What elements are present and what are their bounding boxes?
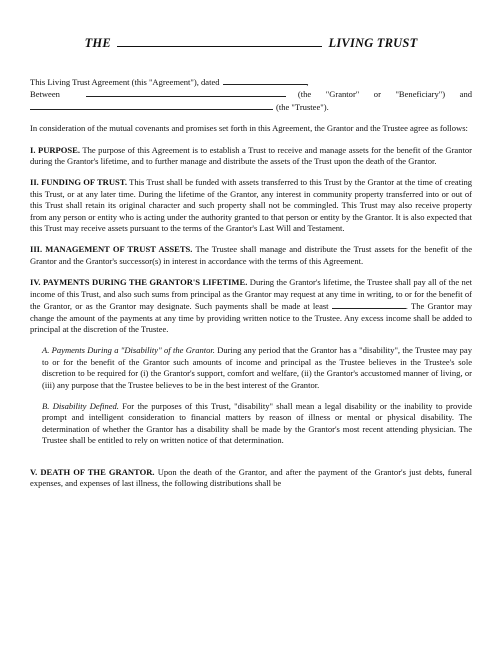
- intro-line1: This Living Trust Agreement (this "Agreement"), dated: [30, 77, 220, 87]
- section-death-text: Upon the death of the Grantor, and after the payment of the Grantor's just debts, funeral expenses, and expenses of last illness, the following distributions shall be: [30, 466, 472, 488]
- section-purpose-text: The purpose of this Agreement is to establish a Trust to receive and manage assets for the benefit of the Grantor during the Grantor's lifetime, and to further manage and distribute the assets of the Trust upon the death of the Grantor.: [30, 144, 472, 167]
- section-payments: [30, 277, 472, 335]
- date-blank[interactable]: [223, 76, 307, 85]
- title-suffix: LIVING TRUST: [328, 36, 418, 50]
- section-disability-defined-text: For the purposes of this Trust, "disability" shall mean a legal disability or the inability to provide prompt and intelligent consideration to financial matters by reason of illness or mental or physical disability. The determination of whether the Grantor has a disability shall be made by the Grantor's most recent attending physician. The Trustee shall be entitled to rely on written notice of that determination.: [42, 400, 472, 446]
- payment-frequency-blank[interactable]: [332, 300, 406, 309]
- section-disability-defined: [42, 401, 472, 447]
- title-prefix: THE: [84, 36, 111, 50]
- section-management-text: The Trustee shall manage and distribute the Trust assets for the benefit of the Grantor and the Grantor's successor(s) in interest in accordance with the terms of this Agreement.: [30, 244, 472, 266]
- section-payments-text-after: . The Grantor may change the amount of the payments at any time by providing written notice to the Trustee. Any excess income shall be added to principal at the discretion of the Trustee.: [30, 301, 472, 334]
- document-title: [30, 36, 472, 50]
- section-disability: [42, 345, 472, 391]
- section-disability-defined-heading: B. Disability Defined.: [42, 400, 119, 411]
- grantor-name-blank[interactable]: [86, 88, 286, 97]
- section-management: [30, 244, 472, 267]
- section-death-heading: V. DEATH OF THE GRANTOR.: [30, 466, 155, 477]
- section-funding: [30, 177, 472, 234]
- intro-between-label: Between: [30, 89, 60, 100]
- section-payments-heading: IV. PAYMENTS DURING THE GRANTOR'S LIFETIME.: [30, 277, 248, 288]
- section-management-heading: III. MANAGEMENT OF TRUST ASSETS.: [30, 244, 193, 255]
- section-disability-heading: A. Payments During a "Disability" of the Grantor.: [42, 345, 215, 356]
- trustee-name-blank[interactable]: [30, 101, 273, 110]
- section-purpose-heading: I. PURPOSE.: [30, 144, 80, 155]
- intro-grantor-role: (the "Grantor" or "Beneficiary") and: [297, 89, 472, 100]
- section-payments-text-before: During the Grantor's lifetime, the Trustee shall pay all of the net income of this Trust, and also such sums from principal as the Grantor may request at any time in writing, to or for the benefit of the Grantor, or as the Grantor may designate. Such payments shall be made at least: [30, 277, 473, 312]
- section-funding-heading: II. FUNDING OF TRUST.: [30, 177, 127, 188]
- section-disability-text: During any period that the Grantor has a "disability", the Trustee may pay to or for the benefit of the Grantor such amounts of income and principal as the Trustee believes in the Trustee's sole discretion to be required for (i) the Grantor's support, comfort and welfare, (ii) the Grantor's accustomed manner of living, or (iii) any purpose that the Trustee believes to be in the best interest of the Grantor.: [42, 345, 472, 390]
- section-funding-text: This Trust shall be funded with assets transferred to this Trust by the Grantor at the time of creating this Trust, or at any later time. During the lifetime of the Grantor, any interest in community property transferred into or out of this Trust shall retain its original character and such property shall not be commingled. This Trust may also receive property from any person or entity who is acting under the authority granted to that person or entity by the Grantor. It is also expected that this Trust may receive assets pursuant to the terms of the Grantor's Last Will and Testament.: [30, 177, 473, 234]
- consideration-paragraph: In consideration of the mutual covenants and promises set forth in this Agreement, the Grantor and the Trustee agree as follows:: [30, 123, 468, 134]
- section-spacer: [30, 457, 472, 467]
- section-death: [30, 467, 472, 490]
- trust-name-blank[interactable]: [117, 36, 322, 47]
- section-purpose: [30, 145, 472, 168]
- intro-block: This Living Trust Agreement (this "Agreement"), dated , Between (the "Grantor" or "Beneficiary") and (the "Trustee").: [30, 77, 472, 112]
- intro-trustee-role: (the "Trustee").: [276, 101, 329, 112]
